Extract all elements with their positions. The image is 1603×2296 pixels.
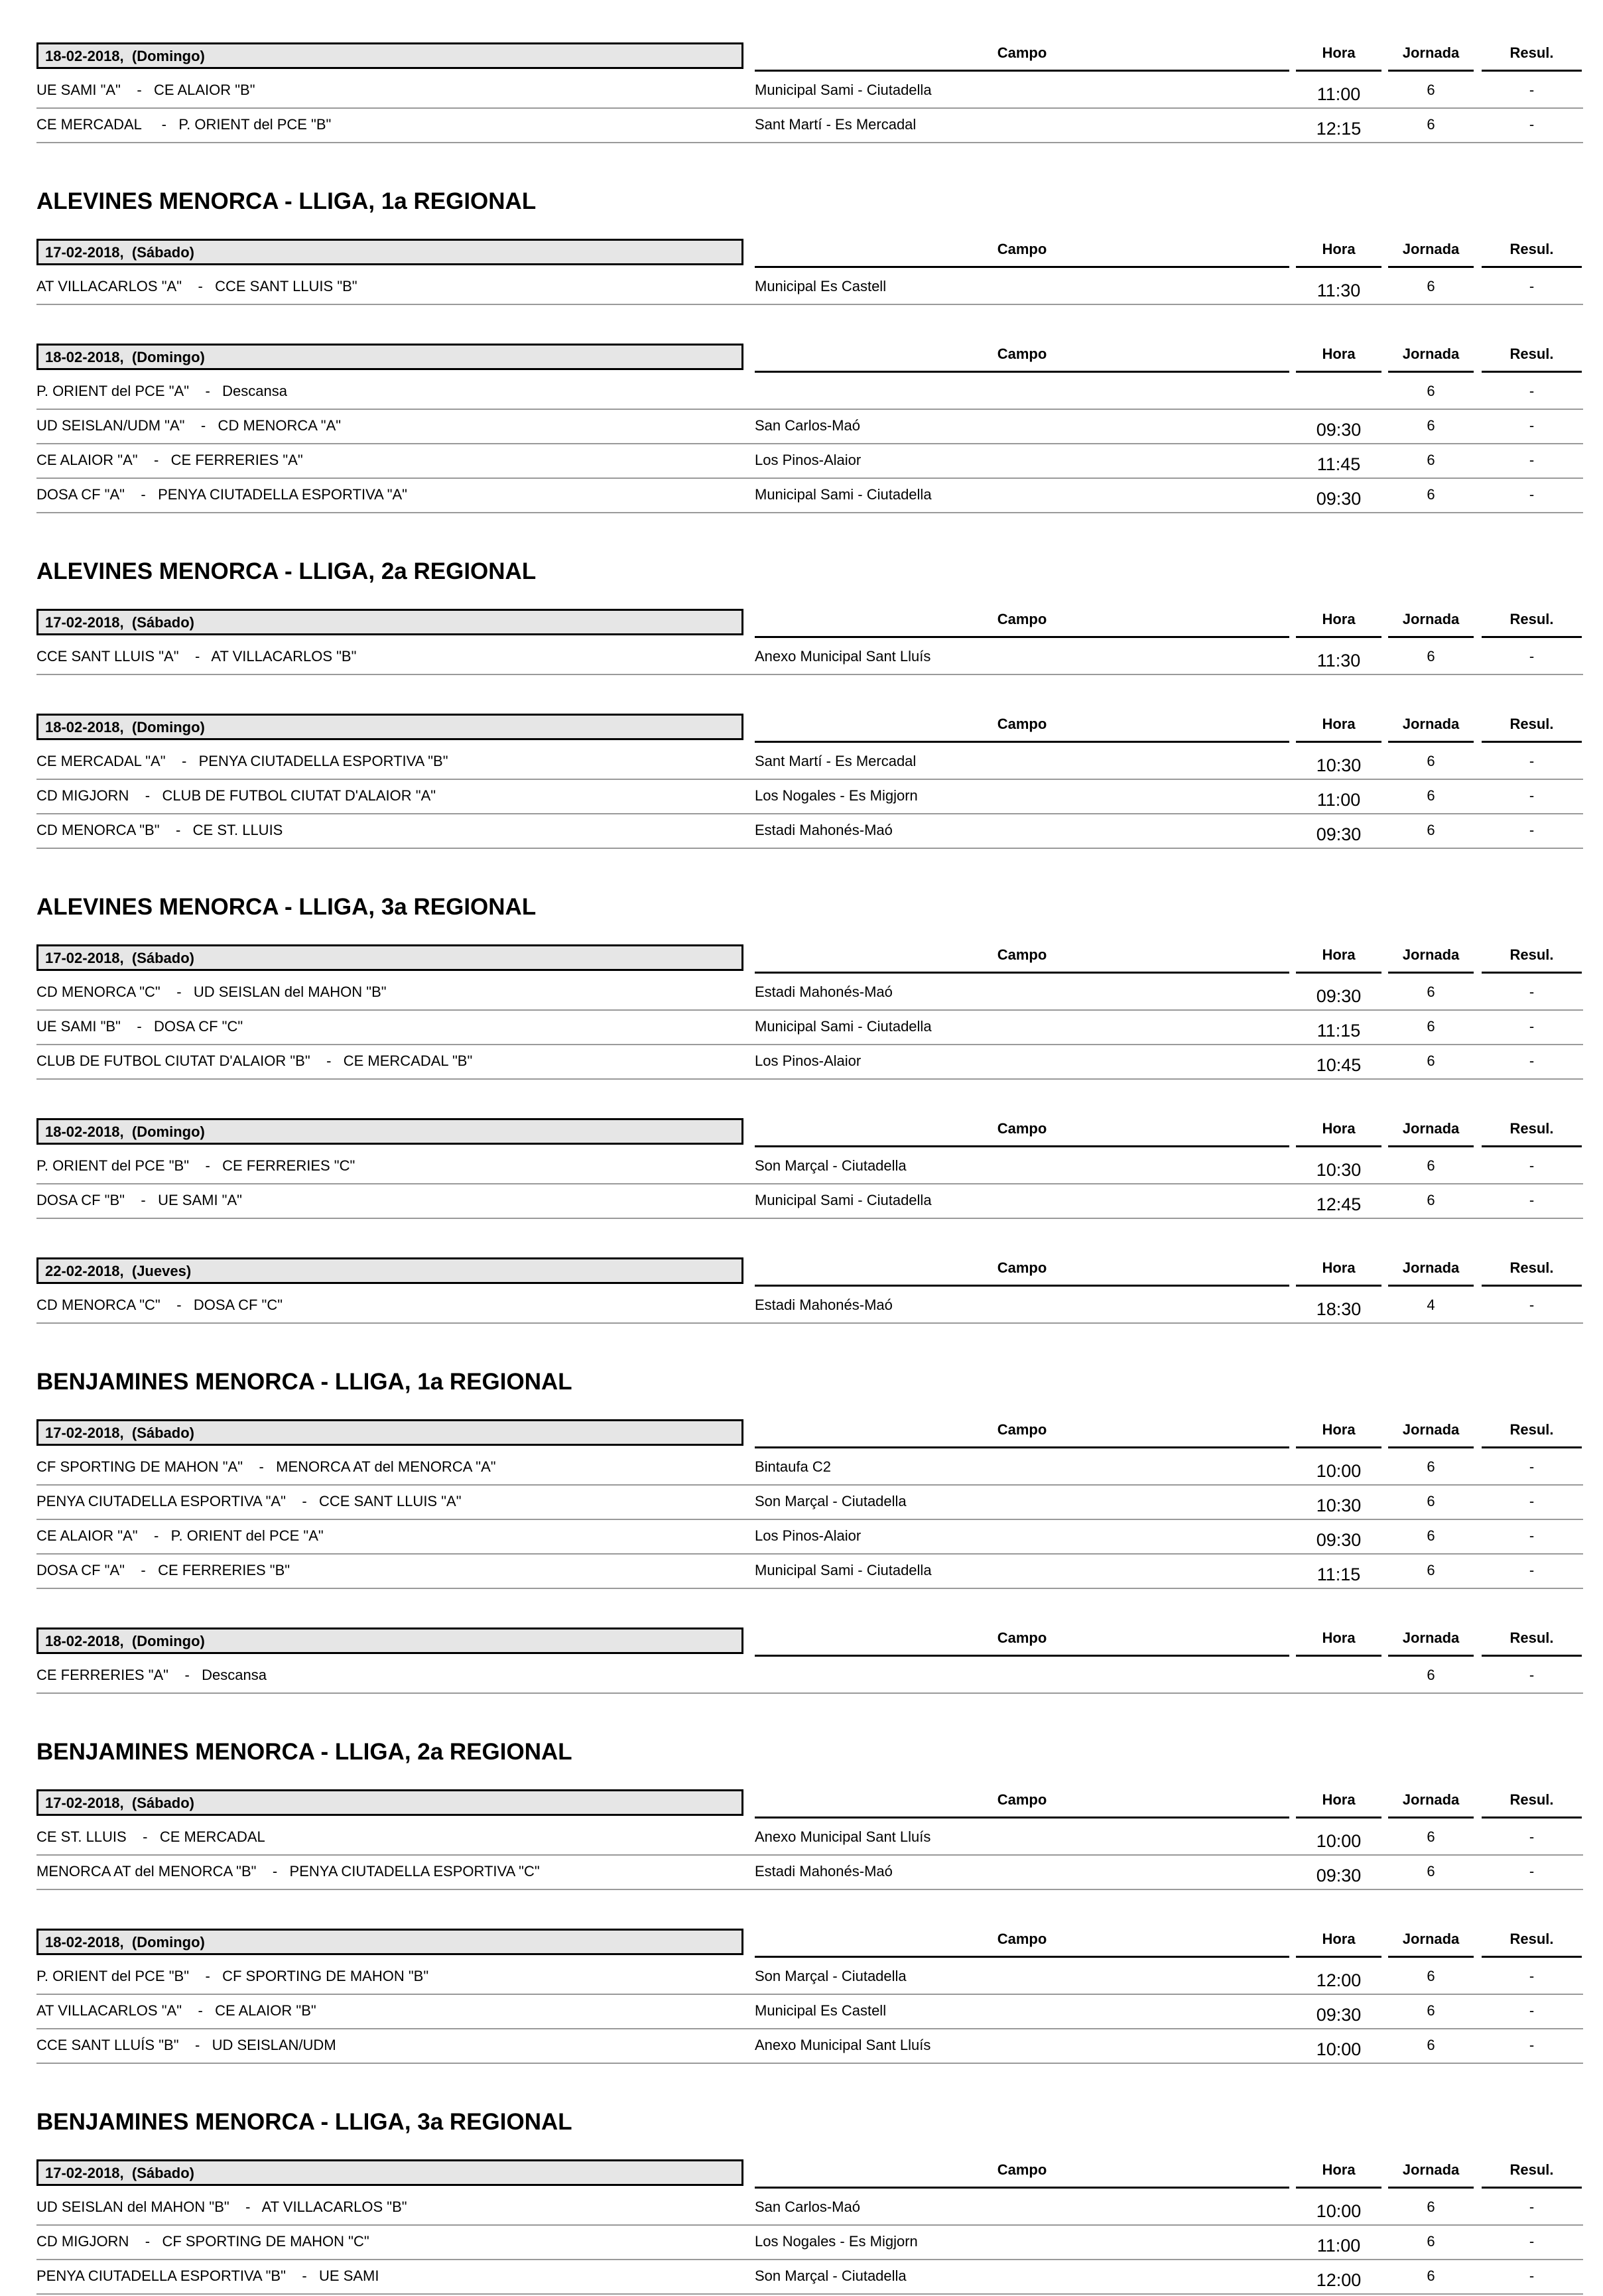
section-title: ALEVINES MENORCA - LLIGA, 3a REGIONAL [36, 894, 537, 920]
table-row [36, 1960, 1583, 1995]
table-header [36, 1789, 1583, 1818]
match-round: 6 [1427, 1863, 1435, 1880]
match-teams: UE SAMI "B" - DOSA CF "C" [36, 1018, 243, 1035]
column-header-hora: Hora [1296, 42, 1381, 72]
match-date: 17-02-2018, (Sábado) [36, 2159, 743, 2186]
column-header-campo: Campo [755, 1789, 1289, 1818]
match-result: - [1529, 1828, 1535, 1845]
column-header-jornada: Jornada [1388, 344, 1474, 373]
match-venue: Municipal Es Castell [755, 2002, 887, 2019]
match-round: 6 [1427, 1157, 1435, 1174]
match-date: 17-02-2018, (Sábado) [36, 239, 743, 265]
match-result: - [1529, 2002, 1535, 2019]
match-result: - [1529, 984, 1535, 1000]
section-title: ALEVINES MENORCA - LLIGA, 1a REGIONAL [36, 188, 537, 214]
match-teams: CCE SANT LLUIS "A" - AT VILLACARLOS "B" [36, 648, 357, 665]
match-round: 6 [1427, 1192, 1435, 1208]
match-time: 09:30 [1316, 420, 1362, 440]
match-time: 11:45 [1316, 454, 1361, 474]
column-header-jornada: Jornada [1388, 1419, 1474, 1448]
column-header-resul: Resul. [1482, 344, 1582, 373]
match-venue: Municipal Sami - Ciutadella [755, 486, 932, 503]
match-result: - [1529, 1527, 1535, 1544]
match-teams: CCE SANT LLUÍS "B" - UD SEISLAN/UDM [36, 2037, 336, 2053]
column-header-hora: Hora [1296, 239, 1381, 268]
table-row [36, 1451, 1583, 1486]
column-header-hora: Hora [1296, 609, 1381, 638]
table-row [36, 2191, 1583, 2226]
match-date: 22-02-2018, (Jueves) [36, 1257, 743, 1284]
match-teams: MENORCA AT del MENORCA "B" - PENYA CIUTADELLA ESPORTIVA "C" [36, 1863, 540, 1880]
table-header [36, 1929, 1583, 1958]
match-result: - [1529, 648, 1535, 665]
match-result: - [1529, 417, 1535, 434]
match-venue: Los Nogales - Es Migjorn [755, 787, 918, 804]
match-venue: San Carlos-Maó [755, 2199, 860, 2215]
table-row [36, 1995, 1583, 2029]
table-header [36, 1257, 1583, 1287]
match-venue: Son Marçal - Ciutadella [755, 2267, 907, 2284]
match-round: 6 [1427, 486, 1435, 503]
section-title: BENJAMINES MENORCA - LLIGA, 1a REGIONAL [36, 1369, 572, 1395]
table-header [36, 1419, 1583, 1448]
match-result: - [1529, 278, 1535, 294]
match-time: 11:30 [1316, 281, 1361, 300]
match-result: - [1529, 383, 1535, 399]
match-teams: UD SEISLAN/UDM "A" - CD MENORCA "A" [36, 417, 342, 434]
column-header-resul: Resul. [1482, 1627, 1582, 1657]
match-round: 6 [1427, 82, 1435, 98]
column-header-campo: Campo [755, 714, 1289, 743]
table-row [36, 1821, 1583, 1856]
match-round: 6 [1427, 2199, 1435, 2215]
match-round: 6 [1427, 1052, 1435, 1069]
match-result: - [1529, 822, 1535, 838]
match-teams: DOSA CF "A" - CE FERRERIES "B" [36, 1562, 290, 1578]
column-header-jornada: Jornada [1388, 1627, 1474, 1657]
column-header-resul: Resul. [1482, 1789, 1582, 1818]
match-result: - [1529, 753, 1535, 769]
column-header-jornada: Jornada [1388, 1118, 1474, 1147]
match-time: 10:45 [1316, 1055, 1362, 1075]
table-row [36, 1659, 1583, 1694]
match-round: 6 [1427, 2267, 1435, 2284]
match-time: 09:30 [1316, 489, 1362, 509]
table-row [36, 1520, 1583, 1555]
match-time: 09:30 [1316, 1866, 1362, 1885]
match-venue: Estadi Mahonés-Maó [755, 1863, 893, 1880]
match-result: - [1529, 2267, 1535, 2284]
match-date: 18-02-2018, (Domingo) [36, 1929, 743, 1955]
match-date: 17-02-2018, (Sábado) [36, 944, 743, 971]
match-round: 6 [1427, 1562, 1435, 1578]
column-header-hora: Hora [1296, 2159, 1381, 2189]
column-header-campo: Campo [755, 1929, 1289, 1958]
column-header-jornada: Jornada [1388, 714, 1474, 743]
match-venue: Son Marçal - Ciutadella [755, 1968, 907, 1984]
match-result: - [1529, 1968, 1535, 1984]
column-header-campo: Campo [755, 239, 1289, 268]
match-teams: DOSA CF "B" - UE SAMI "A" [36, 1192, 242, 1208]
match-result: - [1529, 1667, 1535, 1683]
table-row [36, 2260, 1583, 2295]
match-teams: CE ALAIOR "A" - P. ORIENT del PCE "A" [36, 1527, 324, 1544]
column-header-campo: Campo [755, 1627, 1289, 1657]
section-title: BENJAMINES MENORCA - LLIGA, 3a REGIONAL [36, 2109, 572, 2135]
match-round: 6 [1427, 822, 1435, 838]
match-time: 10:00 [1316, 1831, 1362, 1851]
match-venue: Municipal Es Castell [755, 278, 887, 294]
match-time: 11:00 [1316, 2236, 1361, 2256]
match-teams: PENYA CIUTADELLA ESPORTIVA "A" - CCE SANT LLUIS "A" [36, 1493, 462, 1509]
match-teams: CD MENORCA "C" - UD SEISLAN del MAHON "B" [36, 984, 387, 1000]
match-venue: Los Pinos-Alaior [755, 1052, 862, 1069]
match-teams: CD MIGJORN - CLUB DE FUTBOL CIUTAT D'ALAIOR "A" [36, 787, 436, 804]
table-row [36, 1150, 1583, 1184]
match-teams: UE SAMI "A" - CE ALAIOR "B" [36, 82, 255, 98]
match-date: 18-02-2018, (Domingo) [36, 344, 743, 370]
column-header-resul: Resul. [1482, 1118, 1582, 1147]
match-teams: AT VILLACARLOS "A" - CE ALAIOR "B" [36, 2002, 316, 2019]
match-round: 6 [1427, 452, 1435, 468]
table-row [36, 1486, 1583, 1520]
match-venue: Sant Martí - Es Mercadal [755, 116, 917, 133]
table-header [36, 609, 1583, 638]
match-time: 12:45 [1316, 1194, 1362, 1214]
table-header [36, 1118, 1583, 1147]
match-teams: CF SPORTING DE MAHON "A" - MENORCA AT del MENORCA "A" [36, 1458, 496, 1475]
match-round: 6 [1427, 1018, 1435, 1035]
match-round: 6 [1427, 1968, 1435, 1984]
column-header-resul: Resul. [1482, 714, 1582, 743]
match-teams: P. ORIENT del PCE "B" - CE FERRERIES "C" [36, 1157, 355, 1174]
column-header-jornada: Jornada [1388, 1789, 1474, 1818]
match-teams: CE ALAIOR "A" - CE FERRERIES "A" [36, 452, 303, 468]
match-venue: Anexo Municipal Sant Lluís [755, 2037, 931, 2053]
match-teams: CD MENORCA "C" - DOSA CF "C" [36, 1297, 283, 1313]
column-header-resul: Resul. [1482, 42, 1582, 72]
table-row [36, 780, 1583, 814]
match-result: - [1529, 1018, 1535, 1035]
table-row [36, 410, 1583, 444]
match-teams: PENYA CIUTADELLA ESPORTIVA "B" - UE SAMI [36, 2267, 379, 2284]
match-teams: CE FERRERIES "A" - Descansa [36, 1667, 267, 1683]
column-header-hora: Hora [1296, 944, 1381, 974]
match-date: 17-02-2018, (Sábado) [36, 1789, 743, 1816]
match-venue: Los Pinos-Alaior [755, 1527, 862, 1544]
column-header-hora: Hora [1296, 1257, 1381, 1287]
table-row [36, 1289, 1583, 1324]
match-date: 18-02-2018, (Domingo) [36, 1627, 743, 1654]
match-round: 6 [1427, 2037, 1435, 2053]
table-header [36, 239, 1583, 268]
match-venue: Anexo Municipal Sant Lluís [755, 1828, 931, 1845]
match-time: 09:30 [1316, 1530, 1362, 1550]
match-date: 17-02-2018, (Sábado) [36, 1419, 743, 1446]
match-round: 6 [1427, 648, 1435, 665]
match-teams: DOSA CF "A" - PENYA CIUTADELLA ESPORTIVA "A" [36, 486, 407, 503]
match-time: 10:30 [1316, 1160, 1362, 1180]
match-venue: Estadi Mahonés-Maó [755, 822, 893, 838]
match-time: 09:30 [1316, 986, 1362, 1006]
match-time: 12:00 [1316, 1970, 1362, 1990]
table-row [36, 479, 1583, 513]
column-header-jornada: Jornada [1388, 239, 1474, 268]
match-teams: CE ST. LLUIS - CE MERCADAL [36, 1828, 265, 1845]
table-row [36, 1184, 1583, 1219]
match-time: 10:00 [1316, 2201, 1362, 2221]
match-round: 6 [1427, 116, 1435, 133]
match-time: 11:00 [1316, 790, 1361, 810]
table-header [36, 2159, 1583, 2189]
match-round: 6 [1427, 2233, 1435, 2250]
match-venue: Los Pinos-Alaior [755, 452, 862, 468]
table-row [36, 2029, 1583, 2064]
match-time: 11:15 [1316, 1021, 1361, 1041]
table-row [36, 2226, 1583, 2260]
match-round: 6 [1427, 1493, 1435, 1509]
table-row [36, 1555, 1583, 1589]
match-time: 11:00 [1316, 84, 1361, 104]
column-header-hora: Hora [1296, 714, 1381, 743]
column-header-hora: Hora [1296, 344, 1381, 373]
match-teams: P. ORIENT del PCE "A" - Descansa [36, 383, 287, 399]
match-date: 17-02-2018, (Sábado) [36, 609, 743, 635]
section-title: BENJAMINES MENORCA - LLIGA, 2a REGIONAL [36, 1739, 572, 1765]
table-row [36, 74, 1583, 109]
column-header-jornada: Jornada [1388, 944, 1474, 974]
match-time: 11:30 [1316, 651, 1361, 670]
match-venue: San Carlos-Maó [755, 417, 860, 434]
match-venue: Municipal Sami - Ciutadella [755, 1192, 932, 1208]
match-time: 09:30 [1316, 2005, 1362, 2025]
column-header-campo: Campo [755, 609, 1289, 638]
match-round: 4 [1427, 1297, 1435, 1313]
column-header-campo: Campo [755, 1118, 1289, 1147]
table-row [36, 814, 1583, 849]
match-venue: Estadi Mahonés-Maó [755, 1297, 893, 1313]
table-header [36, 42, 1583, 72]
match-venue: Municipal Sami - Ciutadella [755, 82, 932, 98]
table-row [36, 976, 1583, 1011]
column-header-resul: Resul. [1482, 239, 1582, 268]
match-teams: CD MENORCA "B" - CE ST. LLUIS [36, 822, 283, 838]
match-result: - [1529, 116, 1535, 133]
match-venue: Sant Martí - Es Mercadal [755, 753, 917, 769]
match-time: 12:15 [1316, 119, 1362, 139]
match-result: - [1529, 486, 1535, 503]
column-header-resul: Resul. [1482, 944, 1582, 974]
match-teams: UD SEISLAN del MAHON "B" - AT VILLACARLOS "B" [36, 2199, 407, 2215]
table-header [36, 1627, 1583, 1657]
column-header-resul: Resul. [1482, 2159, 1582, 2189]
match-venue: Los Nogales - Es Migjorn [755, 2233, 918, 2250]
column-header-resul: Resul. [1482, 1929, 1582, 1958]
column-header-jornada: Jornada [1388, 609, 1474, 638]
match-venue: Bintaufa C2 [755, 1458, 831, 1475]
match-round: 6 [1427, 2002, 1435, 2019]
match-date: 18-02-2018, (Domingo) [36, 714, 743, 740]
table-row [36, 1045, 1583, 1080]
match-time: 10:00 [1316, 2039, 1362, 2059]
match-result: - [1529, 2199, 1535, 2215]
match-result: - [1529, 2037, 1535, 2053]
table-header [36, 714, 1583, 743]
match-round: 6 [1427, 1527, 1435, 1544]
match-venue: Son Marçal - Ciutadella [755, 1157, 907, 1174]
match-result: - [1529, 82, 1535, 98]
match-venue: Municipal Sami - Ciutadella [755, 1562, 932, 1578]
table-row [36, 1856, 1583, 1890]
column-header-campo: Campo [755, 1419, 1289, 1448]
match-round: 6 [1427, 278, 1435, 294]
table-row [36, 641, 1583, 675]
match-time: 12:00 [1316, 2270, 1362, 2290]
column-header-resul: Resul. [1482, 1257, 1582, 1287]
column-header-campo: Campo [755, 42, 1289, 72]
table-row [36, 444, 1583, 479]
table-row [36, 745, 1583, 780]
table-header [36, 344, 1583, 373]
table-row [36, 271, 1583, 305]
match-date: 18-02-2018, (Domingo) [36, 42, 743, 69]
column-header-campo: Campo [755, 2159, 1289, 2189]
match-result: - [1529, 1157, 1535, 1174]
match-result: - [1529, 1192, 1535, 1208]
column-header-hora: Hora [1296, 1419, 1381, 1448]
match-result: - [1529, 1493, 1535, 1509]
match-round: 6 [1427, 1458, 1435, 1475]
match-result: - [1529, 1863, 1535, 1880]
column-header-campo: Campo [755, 1257, 1289, 1287]
match-date: 18-02-2018, (Domingo) [36, 1118, 743, 1145]
column-header-campo: Campo [755, 344, 1289, 373]
match-venue: Estadi Mahonés-Maó [755, 984, 893, 1000]
match-round: 6 [1427, 1667, 1435, 1683]
match-teams: P. ORIENT del PCE "B" - CF SPORTING DE MAHON "B" [36, 1968, 429, 1984]
column-header-campo: Campo [755, 944, 1289, 974]
match-result: - [1529, 2233, 1535, 2250]
column-header-hora: Hora [1296, 1118, 1381, 1147]
match-result: - [1529, 452, 1535, 468]
match-time: 11:15 [1316, 1564, 1361, 1584]
match-round: 6 [1427, 383, 1435, 399]
match-round: 6 [1427, 1828, 1435, 1845]
match-teams: CD MIGJORN - CF SPORTING DE MAHON "C" [36, 2233, 369, 2250]
match-teams: CE MERCADAL "A" - PENYA CIUTADELLA ESPORTIVA "B" [36, 753, 448, 769]
match-result: - [1529, 787, 1535, 804]
match-time: 10:30 [1316, 755, 1362, 775]
match-result: - [1529, 1458, 1535, 1475]
column-header-jornada: Jornada [1388, 1929, 1474, 1958]
match-result: - [1529, 1052, 1535, 1069]
match-round: 6 [1427, 787, 1435, 804]
match-venue: Anexo Municipal Sant Lluís [755, 648, 931, 665]
column-header-hora: Hora [1296, 1789, 1381, 1818]
column-header-jornada: Jornada [1388, 42, 1474, 72]
match-teams: CE MERCADAL - P. ORIENT del PCE "B" [36, 116, 332, 133]
column-header-jornada: Jornada [1388, 1257, 1474, 1287]
match-result: - [1529, 1562, 1535, 1578]
column-header-resul: Resul. [1482, 609, 1582, 638]
match-round: 6 [1427, 984, 1435, 1000]
table-row [36, 375, 1583, 410]
table-header [36, 944, 1583, 974]
match-time: 10:00 [1316, 1461, 1362, 1481]
table-row [36, 109, 1583, 143]
match-venue: Son Marçal - Ciutadella [755, 1493, 907, 1509]
match-time: 10:30 [1316, 1496, 1362, 1515]
match-round: 6 [1427, 417, 1435, 434]
column-header-hora: Hora [1296, 1929, 1381, 1958]
column-header-jornada: Jornada [1388, 2159, 1474, 2189]
match-teams: AT VILLACARLOS "A" - CCE SANT LLUIS "B" [36, 278, 357, 294]
column-header-hora: Hora [1296, 1627, 1381, 1657]
match-teams: CLUB DE FUTBOL CIUTAT D'ALAIOR "B" - CE MERCADAL "B" [36, 1052, 473, 1069]
table-row [36, 1011, 1583, 1045]
match-time: 18:30 [1316, 1299, 1362, 1319]
match-round: 6 [1427, 753, 1435, 769]
match-time: 09:30 [1316, 824, 1362, 844]
match-result: - [1529, 1297, 1535, 1313]
column-header-resul: Resul. [1482, 1419, 1582, 1448]
section-title: ALEVINES MENORCA - LLIGA, 2a REGIONAL [36, 558, 537, 584]
match-venue: Municipal Sami - Ciutadella [755, 1018, 932, 1035]
